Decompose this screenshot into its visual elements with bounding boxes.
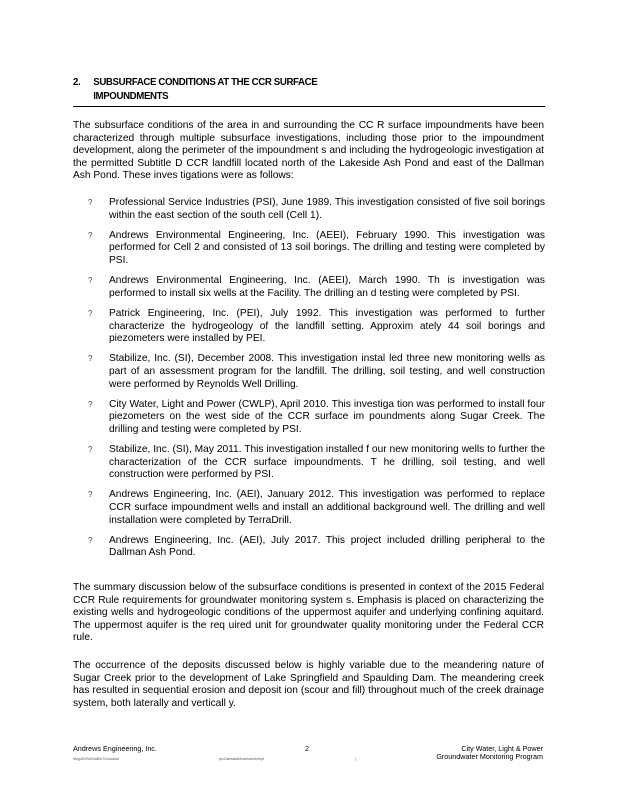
footer-company: Andrews Engineering, Inc. (73, 744, 157, 753)
bullet-icon: ? (88, 535, 93, 545)
bullet-icon: ? (88, 354, 93, 364)
list-item-text: Andrews Engineering, Inc. (AEI), January 2012. This investigation was performed to replace CCR surface impoundment wells and install an additional background well. The drilling and well installation were completed by TerraDrill. (109, 489, 545, 526)
bullet-icon: ? (88, 308, 93, 318)
list-item-text: Stabilize, Inc. (SI), December 2008. This investigation instal led three new monitoring wells as part of an assessment program for the landfill. The drilling, soil testing, and well construction were performed by Reynolds Well Drilling. (109, 353, 545, 390)
footer-client (436, 745, 543, 761)
list-item-text: Stabilize, Inc. (SI), May 2011. This investigation installed f our new monitoring wells to further the characterization of the CCR surface impoundments. T he drilling, soil testing, and well construction were performed by PSI. (109, 444, 545, 481)
footer-client-line1: City Water, Light & Power (461, 744, 543, 753)
list-item-text: City Water, Light and Power (CWLP), April 2010. This investiga tion was performed to install four piezometers on the west side of the CCR surface im poundments along Sugar Creek. The drilling and testing were completed by PSI. (109, 398, 545, 435)
list-item-text: Professional Service Industries (PSI), June 1989. This investigation consisted of five soil borings within the east section of the south cell (Cell 1). (109, 197, 545, 221)
intro-paragraph: The subsurface conditions of the area in and surrounding the CC R surface impoundments have been characterized through multiple subsurface investigations, including those prior to the impoundment development, along the perimeter of the impoundment s and including the hydrogeologic investigation at the permitted Subtitle D CCR landfill located north of the Lakeside Ash Pond and east of the Dallman Ash Pond. These inves tigations were as follows: (73, 120, 544, 182)
list-item (88, 308, 545, 346)
section-title-line1: SUBSURFACE CONDITIONS AT THE CCR SURFACE (93, 76, 318, 88)
list-item (88, 230, 545, 268)
bullet-icon: ? (88, 230, 93, 240)
footer-file-path: Mxyjd0VSA/NwB2/7Gxcvaidd (73, 757, 119, 761)
list-item (88, 489, 545, 527)
investigation-list (88, 197, 545, 568)
section-title-line2: IMPOUNDMENTS (93, 90, 169, 102)
list-item-text: Andrews Engineering, Inc. (AEI), July 2017. This project included drilling peripheral to the Dallman Ash Pond. (109, 534, 545, 559)
bullet-icon: ? (88, 399, 93, 409)
list-item (88, 535, 545, 560)
deposits-paragraph: The occurrence of the deposits discussed below is highly variable due to the meandering nature of Sugar Creek prior to the development of Lake Springfield and Spaulding Dam. The meandering creek has resulted in sequential erosion and deposit ion (scour and fill) throughout much of the creek drainage system, both laterally and verticall y. (73, 660, 544, 709)
list-item-text: Patrick Engineering, Inc. (PEI), July 1992. This investigation was performed to further characterize the hydrogeology of the landfill setting. Approxim ately 44 soil borings and piezometers were installed by PEI. (109, 307, 545, 345)
list-item (88, 399, 545, 437)
bullet-icon: ? (88, 276, 93, 286)
list-item (88, 197, 545, 222)
footer-page-number: 2 (305, 744, 309, 753)
footer-file-code: rpvGaexaddMxobbuvxrkr/hpt (219, 757, 264, 761)
list-item (88, 353, 545, 391)
summary-paragraph: The summary discussion below of the subsurface conditions is presented in context of the 2015 Federal CCR Rule requirements for groundwater monitoring system s. Emphasis is placed on characterizing the existing wells and hydrogeologic conditions of the uppermost aquifer and underlying confining aquitard. The uppermost aquifer is the req uired unit for groundwater quality monitoring under the Federal CCR rule. (73, 582, 544, 644)
bullet-icon: ? (88, 198, 93, 207)
section-number: 2. (73, 76, 81, 88)
footer-mark: | (355, 757, 356, 761)
bullet-icon: ? (88, 490, 93, 500)
list-item (88, 444, 545, 482)
list-item-text: Andrews Environmental Engineering, Inc. (AEEI), March 1990. Th is investigation was performed to install six wells at the Facility. The drilling an d testing were completed by PSI. (109, 275, 545, 299)
list-item-text: Andrews Environmental Engineering, Inc. (AEEI), February 1990. This investigation was performed for Cell 2 and consisted of 13 soil borings. The drilling and testing were completed by PSI. (109, 229, 545, 266)
section-heading (73, 75, 505, 103)
bullet-icon: ? (88, 445, 93, 455)
list-item (88, 275, 545, 300)
footer-client-line2: Groundwater Monitoring Program (436, 752, 543, 761)
heading-divider (73, 106, 545, 107)
